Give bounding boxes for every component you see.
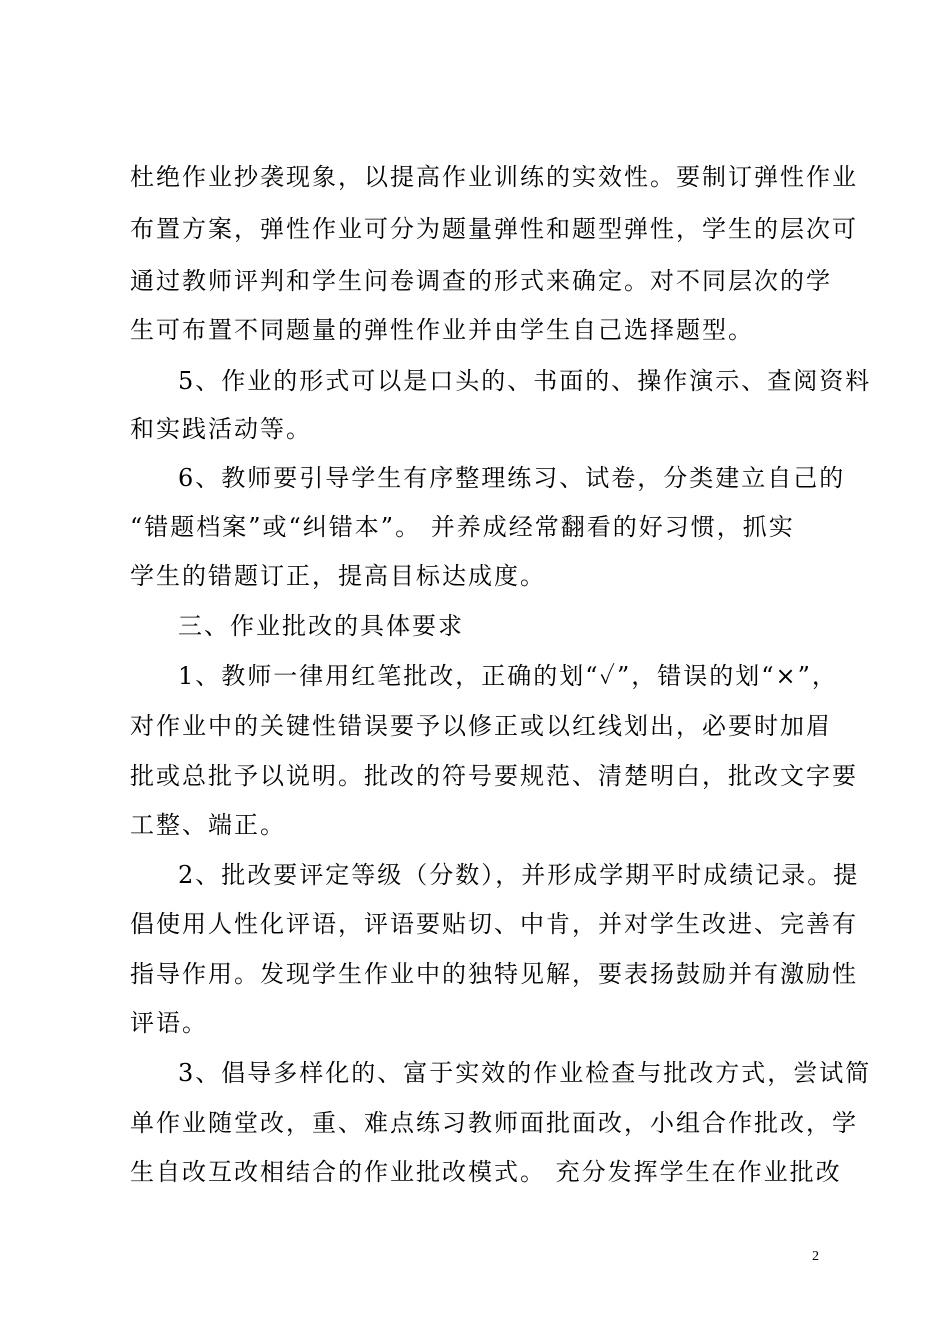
text-line: 3、倡导多样化的、富于实效的作业检查与批改方式，尝试简: [178, 1059, 872, 1087]
text-line: 布置方案，弹性作业可分为题量弹性和题型弹性，学生的层次可: [130, 215, 858, 243]
page-number: 2: [812, 1249, 819, 1264]
text-line: 和实践活动等。: [130, 415, 312, 443]
text-line: 批或总批予以说明。批改的符号要规范、清楚明白，批改文字要: [130, 762, 858, 790]
text-line: 评语。: [130, 1009, 208, 1037]
text-line: 6、教师要引导学生有序整理练习、试卷，分类建立自己的: [178, 464, 846, 492]
text-line: 对作业中的关键性错误要予以修正或以红线划出，必要时加眉: [130, 712, 832, 740]
text-line: 生自改互改相结合的作业批改模式。 充分发挥学生在作业批改: [130, 1158, 842, 1186]
text-line: 杜绝作业抄袭现象，以提高作业训练的实效性。要制订弹性作业: [130, 163, 858, 191]
text-line: 2、批改要评定等级（分数），并形成学期平时成绩记录。提: [178, 861, 860, 889]
text-line: 单作业随堂改，重、难点练习教师面批面改，小组合作批改，学: [130, 1109, 858, 1137]
text-line: 生可布置不同题量的弹性作业并由学生自己选择题型。: [130, 316, 754, 344]
text-line: 倡使用人性化评语，评语要贴切、中肯，并对学生改进、完善有: [130, 910, 858, 938]
text-line: “错题档案”或“纠错本”。 并养成经常翻看的好习惯，抓实: [130, 513, 795, 541]
text-line: 工整、端正。: [130, 811, 286, 839]
text-line: 学生的错题订正，提高目标达成度。: [130, 562, 546, 590]
text-line: 5、作业的形式可以是口头的、书面的、操作演示、查阅资料: [178, 367, 872, 395]
text-line: 指导作用。发现学生作业中的独特见解，要表扬鼓励并有激励性: [130, 960, 858, 988]
text-line: 通过教师评判和学生问卷调查的形式来确定。对不同层次的学: [130, 267, 832, 295]
section-heading: 三、作业批改的具体要求: [178, 612, 464, 640]
text-line: 1、教师一律用红笔批改，正确的划“✓”，错误的划“×”，: [178, 662, 838, 690]
